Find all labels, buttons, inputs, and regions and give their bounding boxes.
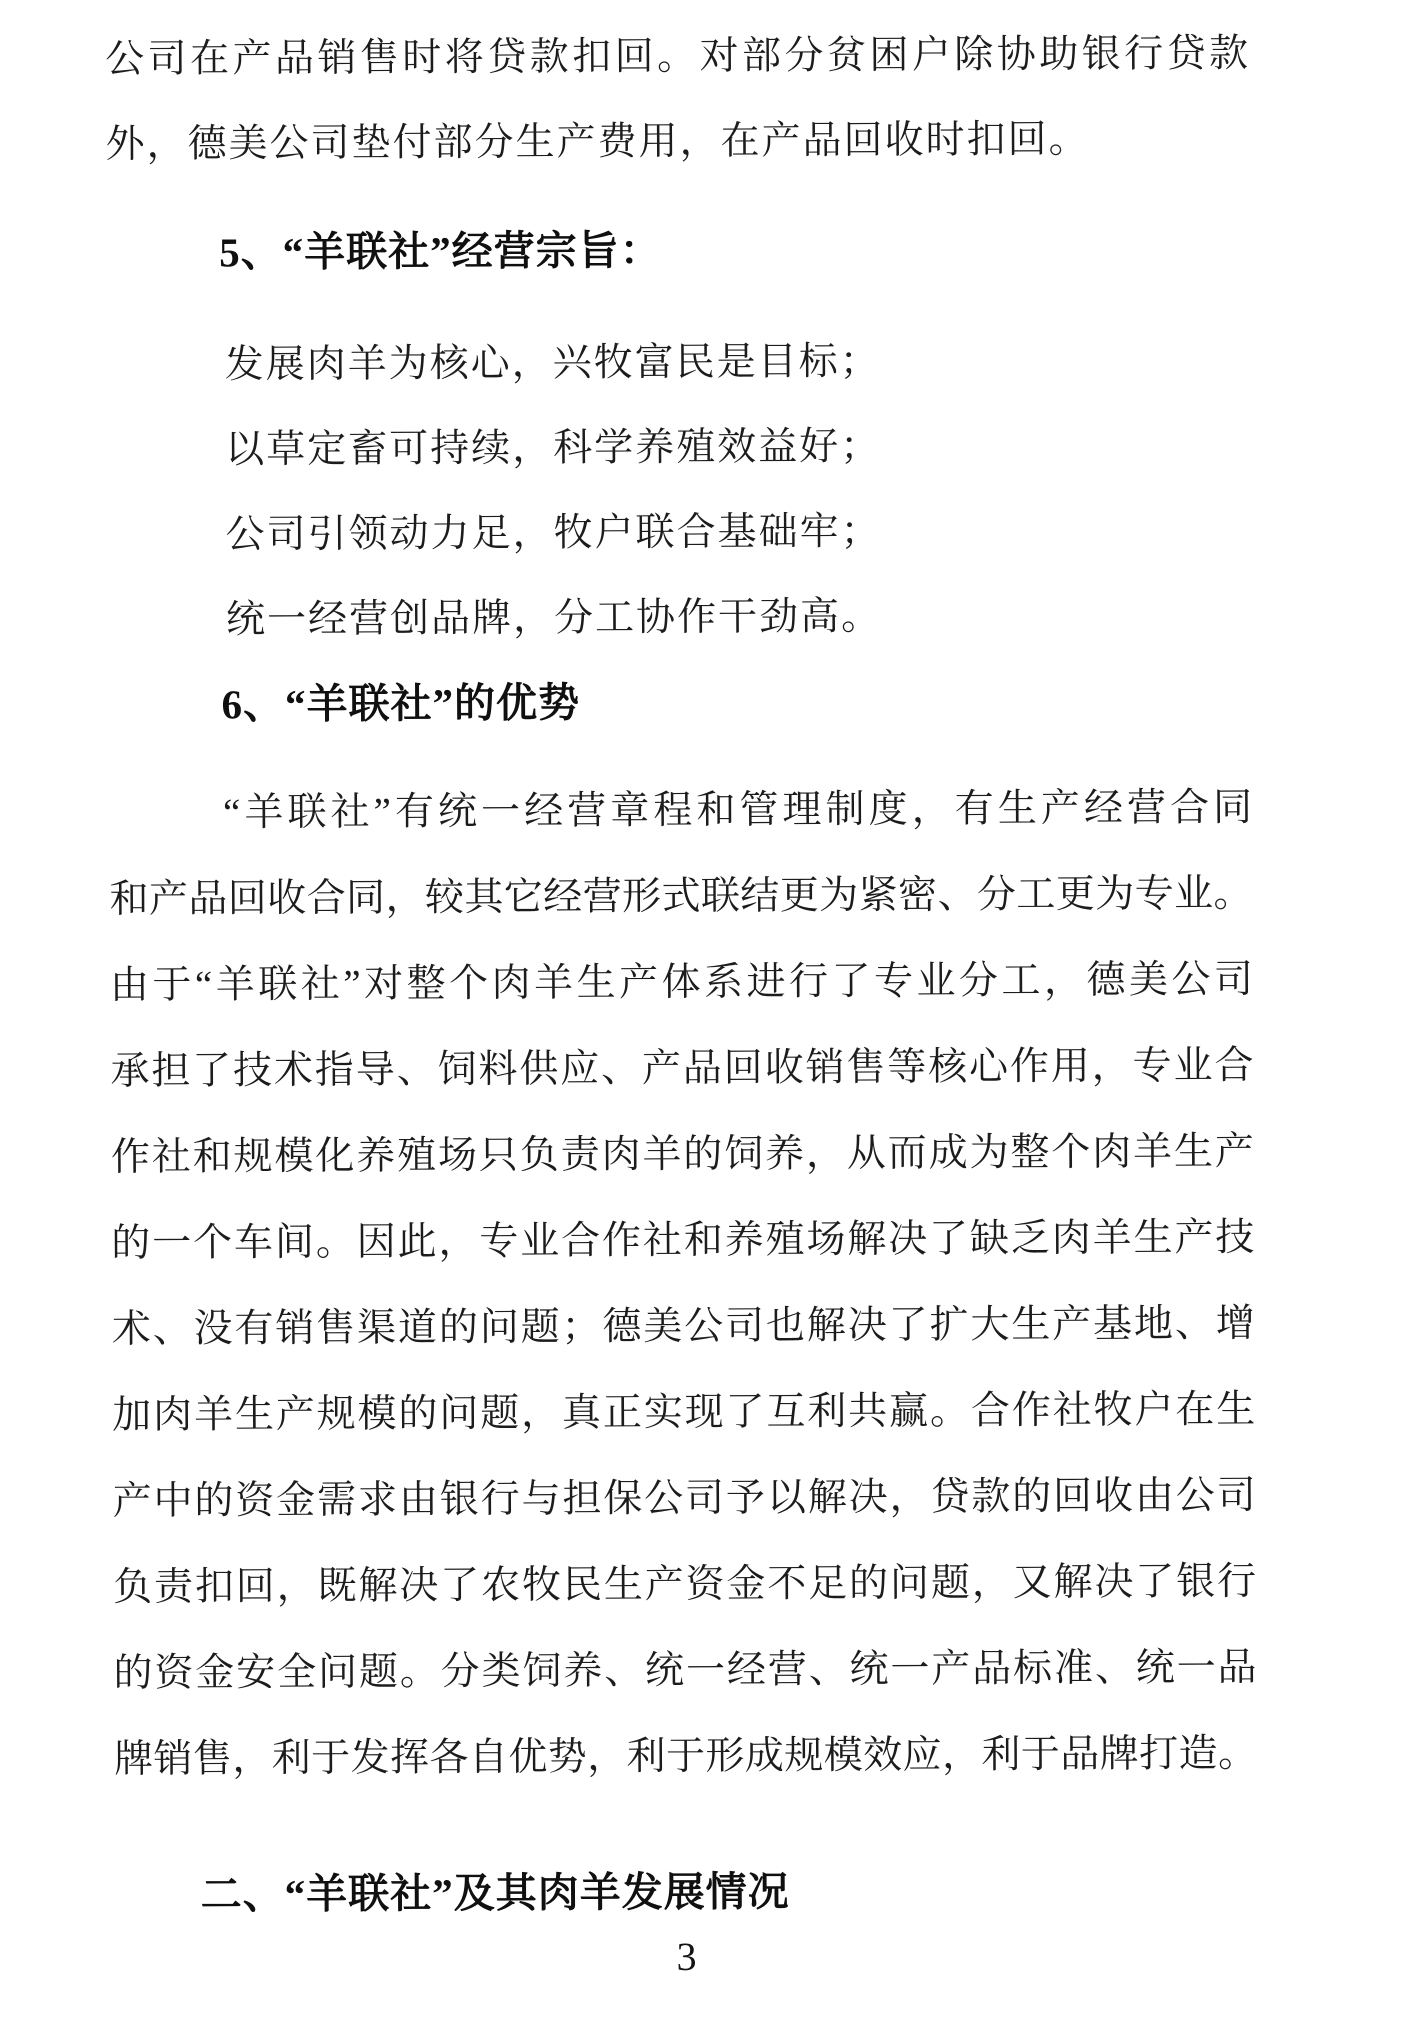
body-line: 公司在产品销售时将贷款扣回。对部分贫困户除协助银行贷款 (105, 32, 1249, 82)
body-line: 承担了技术指导、饲料供应、产品回收销售等核心作用，专业合 (110, 1044, 1254, 1093)
body-line: 的一个车间。因此，专业合作社和养殖场解决了缺乏肉羊生产技 (111, 1216, 1255, 1265)
motto-line: 以草定畜可持续，科学养殖效益好； (225, 424, 882, 472)
advantage-paragraph (109, 765, 1257, 1803)
body-line: 术、没有销售渠道的问题；德美公司也解决了扩大生产基地、增 (111, 1302, 1255, 1351)
motto-line: 公司引领动力足，牧户联合基础牢； (225, 509, 882, 557)
body-line: 负责扣回，既解决了农牧民生产资金不足的问题，又解决了银行 (113, 1559, 1257, 1609)
motto-line: 发展肉羊为核心，兴牧富民是目标； (224, 339, 881, 387)
motto-line: 统一经营创品牌，分工协作干劲高。 (225, 594, 883, 642)
body-line: 的资金安全问题。分类饲养、统一经营、统一产品标准、统一品 (113, 1645, 1257, 1695)
body-line: 和产品回收合同，较其它经营形式联结更为紧密、分工更为专业。 (109, 872, 1253, 921)
motto-block (107, 317, 1252, 663)
body-line: 加肉羊生产规模的问题，真正实现了互利共赢。合作社牧户在生 (112, 1388, 1256, 1437)
body-line: 牌销售，利于发挥各自优势，利于形成规模效应，利于品牌打造。 (113, 1731, 1258, 1781)
text-column (105, 0, 1258, 1980)
body-line: 外，德美公司垫付部分生产费用，在产品回收时扣回。 (105, 117, 1090, 167)
body-line: 作社和规模化养殖场只负责肉羊的饲养，从而成为整个肉羊生产 (110, 1130, 1254, 1179)
heading-5-operating-principles: 5、“羊联社”经营宗旨： (219, 227, 662, 276)
heading-section-2-development: 二、“羊联社”及其肉羊发展情况 (200, 1868, 790, 1918)
body-line: 由于“羊联社”对整个肉羊生产体系进行了专业分工，德美公司 (109, 958, 1254, 1007)
page-number: 3 (676, 1933, 697, 1980)
body-line: “羊联社”有统一经营章程和管理制度，有生产经营合同 (222, 786, 1253, 835)
heading-6-advantages: 6、“羊联社”的优势 (221, 679, 581, 728)
body-line: 产中的资金需求由银行与担保公司予以解决，贷款的回收由公司 (112, 1474, 1256, 1523)
